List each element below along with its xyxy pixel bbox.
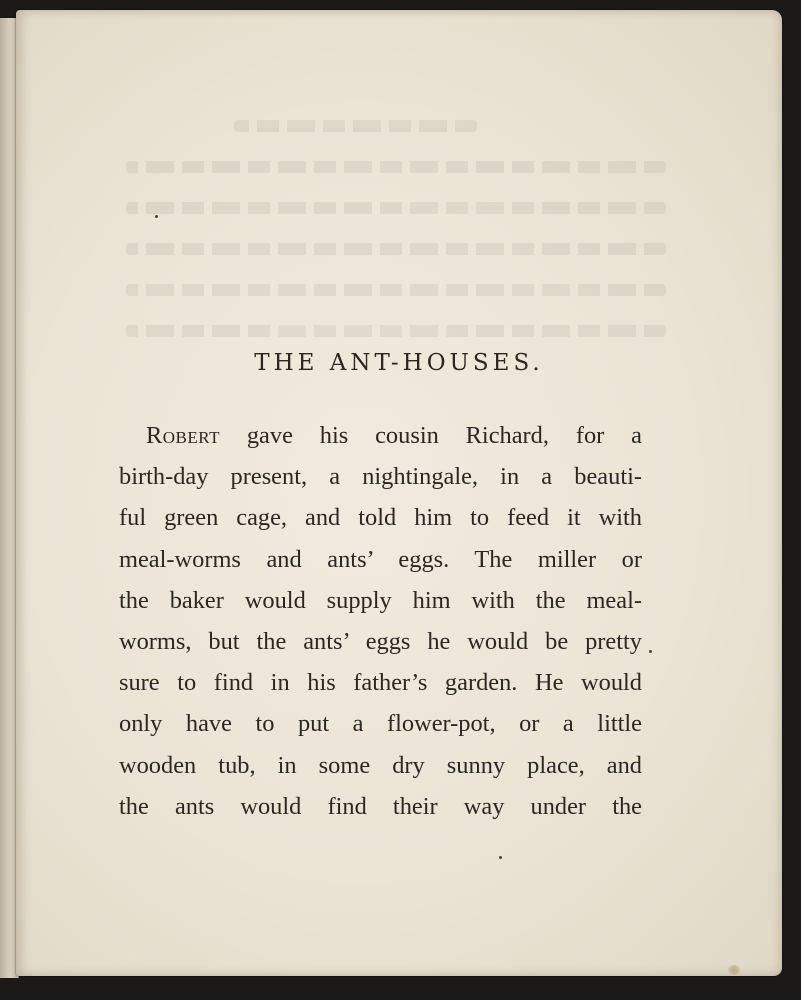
text-line: the baker would supply him with the meal- [119, 586, 642, 614]
text-line: the ants would find their way under the [119, 792, 642, 820]
paper-speck [649, 650, 652, 653]
body-paragraph [119, 415, 642, 827]
text-line: meal-worms and ants’ eggs. The miller or [119, 545, 642, 573]
text-line: birth-day present, a nightingale, in a beauti- [119, 463, 642, 491]
show-through-text [126, 120, 666, 350]
text-line: worms, but the ants’ eggs he would be pretty [119, 628, 642, 656]
text-line [119, 415, 642, 456]
chapter-title: THE ANT-HOUSES. [254, 350, 544, 376]
text-line: only have to put a flower-pot, or a little [119, 710, 642, 738]
first-word: Robert [146, 422, 220, 449]
line-text: gave his cousin Richard, for a [219, 422, 642, 449]
text-line: ful green cage, and told him to feed it with [119, 504, 642, 532]
book-page [16, 10, 782, 976]
paper-speck [155, 215, 158, 218]
text-line: wooden tub, in some dry sunny place, and [119, 751, 642, 779]
text-line: sure to find in his father’s garden. He would [119, 669, 642, 697]
paper-speck [499, 856, 502, 859]
paper-stain [728, 965, 740, 975]
